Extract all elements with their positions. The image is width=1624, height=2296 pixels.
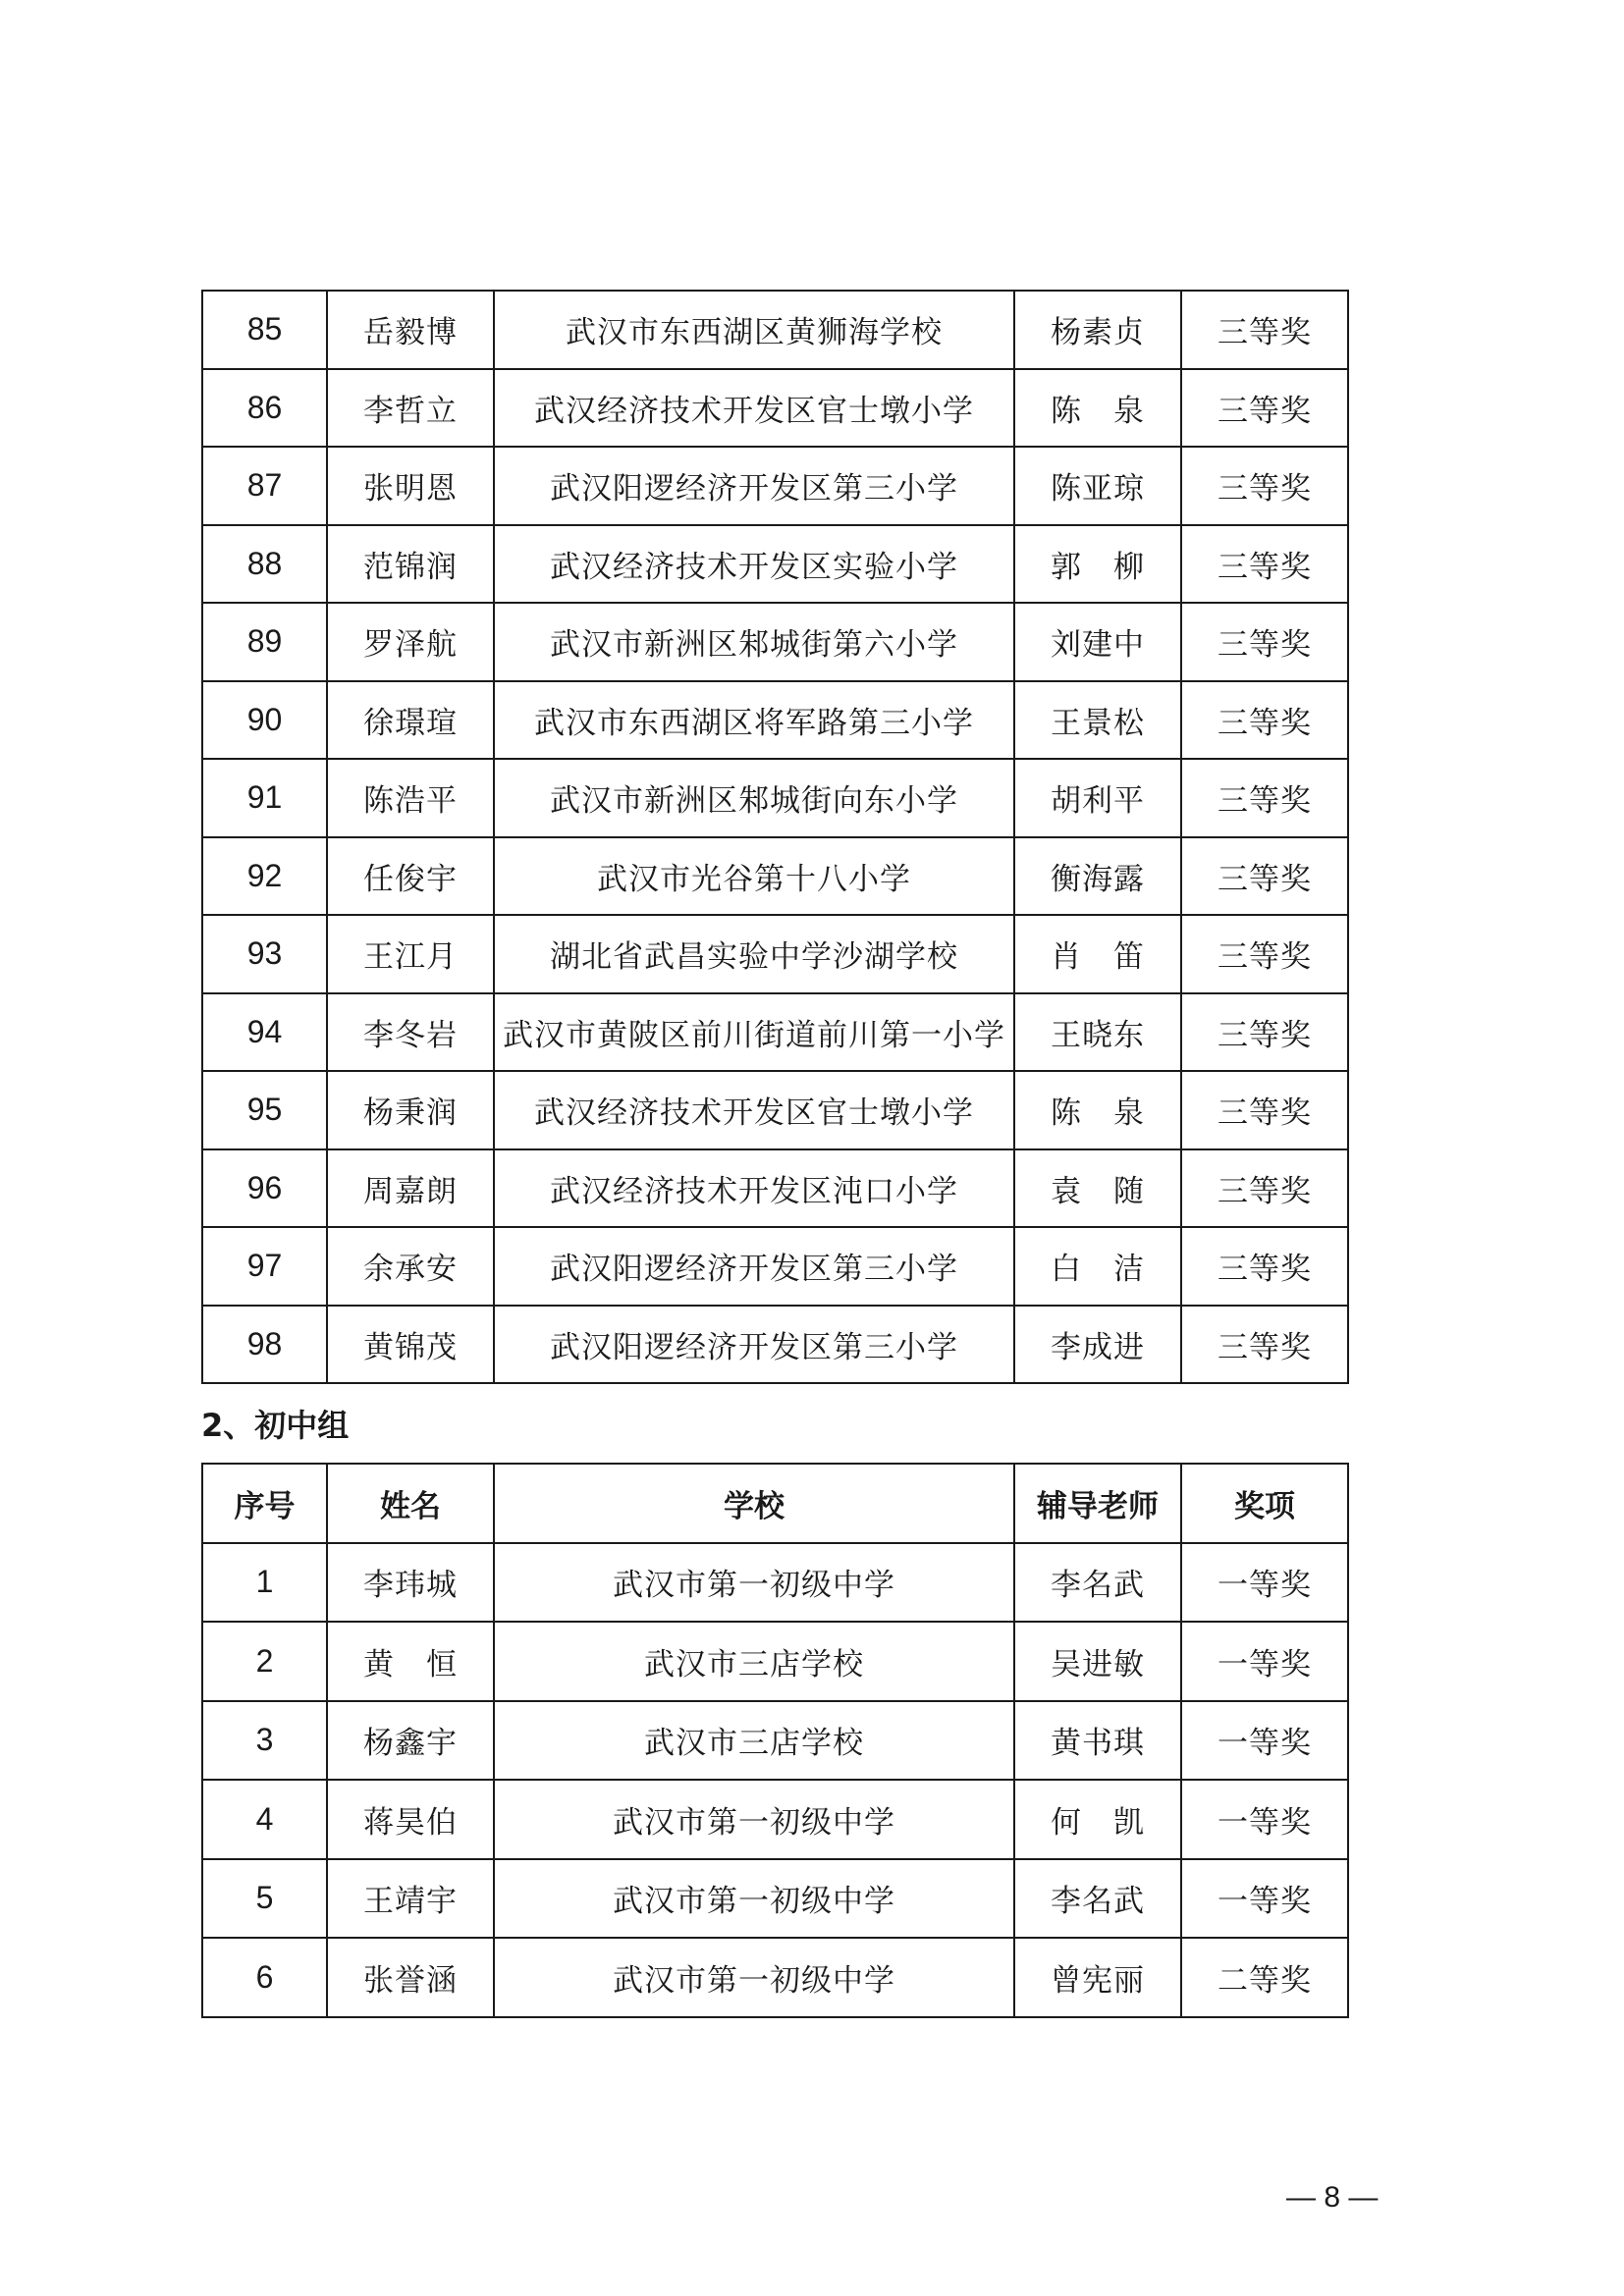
section-title-junior: 2、初中组: [201, 1407, 350, 1444]
header-no: 序号: [202, 1464, 327, 1543]
cell-school: 武汉市光谷第十八小学: [494, 837, 1014, 916]
table-row: [202, 1938, 1348, 2017]
cell-teacher: 袁 随: [1014, 1149, 1181, 1228]
cell-award: 三等奖: [1181, 1071, 1348, 1149]
cell-award: 三等奖: [1181, 1149, 1348, 1228]
junior-school-awards-table: [201, 1463, 1349, 2018]
cell-name: 张誉涵: [327, 1938, 494, 2017]
cell-teacher: 杨素贞: [1014, 291, 1181, 369]
cell-school: 武汉经济技术开发区官士墩小学: [494, 369, 1014, 448]
cell-award: 三等奖: [1181, 291, 1348, 369]
cell-teacher: 王景松: [1014, 681, 1181, 760]
cell-teacher: 李名武: [1014, 1543, 1181, 1623]
header-name: 姓名: [327, 1464, 494, 1543]
cell-name: 陈浩平: [327, 759, 494, 837]
cell-school: 武汉市东西湖区黄狮海学校: [494, 291, 1014, 369]
table-row: [202, 525, 1348, 604]
cell-teacher: 刘建中: [1014, 603, 1181, 681]
table-row: [202, 1543, 1348, 1623]
cell-school: 武汉市第一初级中学: [494, 1938, 1014, 2017]
cell-no: 86: [202, 369, 327, 448]
table-row: [202, 1701, 1348, 1781]
cell-name: 李冬岩: [327, 993, 494, 1072]
cell-name: 张明恩: [327, 447, 494, 525]
cell-award: 三等奖: [1181, 759, 1348, 837]
cell-school: 武汉市新洲区邾城街向东小学: [494, 759, 1014, 837]
cell-no: 90: [202, 681, 327, 760]
cell-school: 武汉市三店学校: [494, 1622, 1014, 1701]
cell-school: 武汉市黄陂区前川街道前川第一小学: [494, 993, 1014, 1072]
header-teacher: 辅导老师: [1014, 1464, 1181, 1543]
cell-award: 二等奖: [1181, 1938, 1348, 2017]
cell-teacher: 胡利平: [1014, 759, 1181, 837]
cell-teacher: 李名武: [1014, 1859, 1181, 1939]
cell-no: 6: [202, 1938, 327, 2017]
primary-school-awards-table: [201, 290, 1349, 1384]
cell-name: 李玮城: [327, 1543, 494, 1623]
cell-name: 王靖宇: [327, 1859, 494, 1939]
cell-name: 王江月: [327, 915, 494, 993]
cell-award: 三等奖: [1181, 1306, 1348, 1384]
cell-award: 一等奖: [1181, 1859, 1348, 1939]
junior-table-body: [202, 1543, 1348, 2017]
table-header-row: [202, 1464, 1348, 1543]
page-number: — 8 —: [1286, 2181, 1379, 2214]
cell-name: 杨秉润: [327, 1071, 494, 1149]
cell-school: 武汉阳逻经济开发区第三小学: [494, 1227, 1014, 1306]
cell-no: 95: [202, 1071, 327, 1149]
cell-award: 三等奖: [1181, 837, 1348, 916]
cell-award: 一等奖: [1181, 1622, 1348, 1701]
cell-name: 李哲立: [327, 369, 494, 448]
cell-teacher: 陈 泉: [1014, 1071, 1181, 1149]
table-row: [202, 1306, 1348, 1384]
cell-no: 1: [202, 1543, 327, 1623]
cell-no: 87: [202, 447, 327, 525]
table-row: [202, 1780, 1348, 1859]
cell-school: 武汉经济技术开发区实验小学: [494, 525, 1014, 604]
cell-school: 湖北省武昌实验中学沙湖学校: [494, 915, 1014, 993]
cell-no: 97: [202, 1227, 327, 1306]
cell-name: 蒋昊伯: [327, 1780, 494, 1859]
cell-award: 三等奖: [1181, 369, 1348, 448]
primary-table-body: [202, 291, 1348, 1383]
cell-school: 武汉市第一初级中学: [494, 1780, 1014, 1859]
cell-award: 三等奖: [1181, 915, 1348, 993]
cell-name: 岳毅博: [327, 291, 494, 369]
cell-teacher: 黄书琪: [1014, 1701, 1181, 1781]
cell-no: 96: [202, 1149, 327, 1228]
table-row: [202, 369, 1348, 448]
cell-award: 三等奖: [1181, 681, 1348, 760]
cell-school: 武汉经济技术开发区沌口小学: [494, 1149, 1014, 1228]
cell-no: 89: [202, 603, 327, 681]
cell-school: 武汉阳逻经济开发区第三小学: [494, 1306, 1014, 1384]
cell-teacher: 王晓东: [1014, 993, 1181, 1072]
cell-no: 5: [202, 1859, 327, 1939]
cell-award: 一等奖: [1181, 1543, 1348, 1623]
cell-name: 周嘉朗: [327, 1149, 494, 1228]
header-school: 学校: [494, 1464, 1014, 1543]
cell-no: 3: [202, 1701, 327, 1781]
cell-teacher: 白 洁: [1014, 1227, 1181, 1306]
cell-school: 武汉市三店学校: [494, 1701, 1014, 1781]
cell-name: 黄 恒: [327, 1622, 494, 1701]
cell-teacher: 吴进敏: [1014, 1622, 1181, 1701]
table-row: [202, 993, 1348, 1072]
table-row: [202, 1622, 1348, 1701]
cell-award: 三等奖: [1181, 993, 1348, 1072]
cell-award: 三等奖: [1181, 447, 1348, 525]
cell-no: 2: [202, 1622, 327, 1701]
table-row: [202, 1859, 1348, 1939]
cell-award: 三等奖: [1181, 525, 1348, 604]
cell-no: 88: [202, 525, 327, 604]
cell-no: 85: [202, 291, 327, 369]
cell-school: 武汉阳逻经济开发区第三小学: [494, 447, 1014, 525]
cell-school: 武汉经济技术开发区官士墩小学: [494, 1071, 1014, 1149]
table-row: [202, 1149, 1348, 1228]
cell-teacher: 陈 泉: [1014, 369, 1181, 448]
cell-no: 91: [202, 759, 327, 837]
cell-no: 98: [202, 1306, 327, 1384]
cell-teacher: 曾宪丽: [1014, 1938, 1181, 2017]
table-row: [202, 291, 1348, 369]
header-award: 奖项: [1181, 1464, 1348, 1543]
cell-name: 罗泽航: [327, 603, 494, 681]
table-row: [202, 915, 1348, 993]
cell-school: 武汉市第一初级中学: [494, 1859, 1014, 1939]
cell-teacher: 何 凯: [1014, 1780, 1181, 1859]
table-row: [202, 681, 1348, 760]
cell-name: 范锦润: [327, 525, 494, 604]
table-row: [202, 447, 1348, 525]
cell-teacher: 李成进: [1014, 1306, 1181, 1384]
cell-school: 武汉市东西湖区将军路第三小学: [494, 681, 1014, 760]
table-row: [202, 603, 1348, 681]
cell-name: 黄锦茂: [327, 1306, 494, 1384]
cell-name: 杨鑫宇: [327, 1701, 494, 1781]
cell-teacher: 肖 笛: [1014, 915, 1181, 993]
table-row: [202, 1227, 1348, 1306]
cell-award: 一等奖: [1181, 1780, 1348, 1859]
cell-award: 三等奖: [1181, 1227, 1348, 1306]
cell-name: 余承安: [327, 1227, 494, 1306]
table-row: [202, 759, 1348, 837]
cell-teacher: 郭 柳: [1014, 525, 1181, 604]
cell-award: 一等奖: [1181, 1701, 1348, 1781]
cell-school: 武汉市第一初级中学: [494, 1543, 1014, 1623]
cell-teacher: 衡海露: [1014, 837, 1181, 916]
cell-name: 徐璟瑄: [327, 681, 494, 760]
table-row: [202, 1071, 1348, 1149]
cell-no: 92: [202, 837, 327, 916]
cell-name: 任俊宇: [327, 837, 494, 916]
cell-teacher: 陈亚琼: [1014, 447, 1181, 525]
table-row: [202, 837, 1348, 916]
cell-school: 武汉市新洲区邾城街第六小学: [494, 603, 1014, 681]
cell-no: 93: [202, 915, 327, 993]
cell-award: 三等奖: [1181, 603, 1348, 681]
cell-no: 94: [202, 993, 327, 1072]
cell-no: 4: [202, 1780, 327, 1859]
